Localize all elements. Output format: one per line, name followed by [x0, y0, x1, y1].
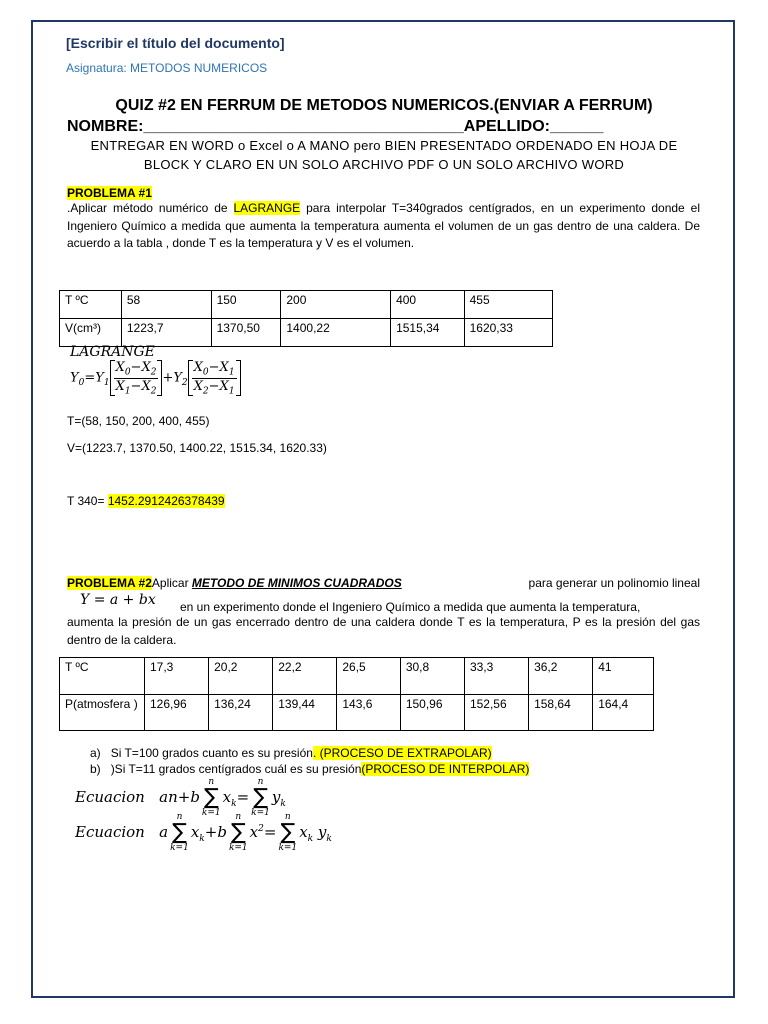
t-values: T=(58, 150, 200, 400, 455) — [67, 414, 210, 428]
table-cell: 20,2 — [209, 658, 273, 695]
table-cell: 455 — [464, 291, 552, 319]
table-cell: 1400,22 — [281, 319, 391, 347]
table-cell: 150,96 — [400, 694, 464, 731]
table-cell: 200 — [281, 291, 391, 319]
equation-1: Ecuacion an+b n ∑ k=1 $x_k=$ n ∑ k=1 $y_k$ — [75, 777, 286, 818]
table-cell: 33,3 — [464, 658, 528, 695]
lagrange-label: LAGRANGE — [70, 344, 155, 360]
table-cell: 152,56 — [464, 694, 528, 731]
table-row — [60, 658, 654, 695]
lagrange-formula: $Y_0=Y_1$ $\frac{X_0-X_2}{X_1-X_2}$ $+Y_2$ $\frac{X_0-X_1}{X_2-X_1}$ — [70, 360, 241, 396]
v-values: V=(1223.7, 1370.50, 1400.22, 1515.34, 1620.33) — [67, 441, 327, 455]
table-cell: 36,2 — [529, 658, 593, 695]
table-cell: 1515,34 — [391, 319, 465, 347]
table-cell: 58 — [121, 291, 211, 319]
table-cell: 30,8 — [400, 658, 464, 695]
table-cell: V(cm³) — [60, 319, 122, 347]
table-cell: 139,44 — [273, 694, 337, 731]
table-cell: 126,96 — [145, 694, 209, 731]
table-cell: 26,5 — [337, 658, 400, 695]
table-cell: 150 — [211, 291, 281, 319]
table-row — [60, 319, 553, 347]
table-cell: 400 — [391, 291, 465, 319]
table-row — [60, 694, 654, 731]
problem2-statement-line3: aumenta la presión de un gas encerrado dentro de una caldera donde T es la temperatura, P es la presión del gas dentro de la caldera. — [67, 615, 700, 647]
equation-2: Ecuacion a n ∑ k=1 $x_k+b$ n ∑ k=1 $x^2=$ n ∑ k=1 $x_k$ $y_k$ — [75, 812, 332, 853]
item-a: a) Si T=100 grados cuanto es su presión. (PROCESO DE EXTRAPOLAR) — [90, 746, 492, 760]
table-row — [60, 291, 553, 319]
table-cell: 136,24 — [209, 694, 273, 731]
result: T 340= 1452.2912426378439 — [67, 494, 225, 508]
problem1-table — [59, 290, 553, 347]
problem1-label: PROBLEMA #1 — [67, 186, 152, 200]
linear-polynomial-formula: Y = a + bx — [80, 592, 156, 608]
table-cell: 41 — [593, 658, 654, 695]
table-cell: 143,6 — [337, 694, 400, 731]
table-cell: 1620,33 — [464, 319, 552, 347]
table-cell: T ºC — [60, 658, 145, 695]
problem2-statement-line1: PROBLEMA #2Aplicar METODO DE MINIMOS CUADRADOS para generar un polinomio lineal — [67, 576, 700, 590]
problem2-statement-line2: en un experimento donde el Ingeniero Químico a medida que aumenta la temperatura, — [180, 600, 641, 614]
item-b: b) )Si T=11 grados centígrados cuál es su presión(PROCESO DE INTERPOLAR) — [90, 762, 530, 776]
table-cell: 22,2 — [273, 658, 337, 695]
name-line: NOMBRE:____________________________________APELLIDO:______ — [67, 118, 604, 135]
table-cell: 17,3 — [145, 658, 209, 695]
table-cell: 164,4 — [593, 694, 654, 731]
problem2-table — [59, 657, 654, 731]
table-cell: 158,64 — [529, 694, 593, 731]
document-title[interactable]: [Escribir el título del documento] — [66, 35, 285, 51]
table-cell: P(atmosfera ) — [60, 694, 145, 731]
table-cell: T ºC — [60, 291, 122, 319]
instructions: ENTREGAR EN WORD o Excel o A MANO pero BIEN PRESENTADO ORDENADO EN HOJA DE BLOCK Y CLARO EN UN SOLO ARCHIVO PDF O UN SOLO ARCHIVO WORD — [90, 138, 678, 172]
problem1-statement: .Aplicar método numérico de LAGRANGE para interpolar T=340grados centígrados, en un experimento donde el Ingeniero Químico a medida que aumenta la temperatura aumenta el volumen de un gas dentro de una caldera. De acuerdo a la tabla , donde T es la temperatura y V es el volumen. — [67, 201, 700, 250]
table-cell: 1370,50 — [211, 319, 281, 347]
table-cell: 1223,7 — [121, 319, 211, 347]
subject-line: Asignatura: METODOS NUMERICOS — [66, 61, 268, 75]
quiz-title: QUIZ #2 EN FERRUM DE METODOS NUMERICOS.(ENVIAR A FERRUM) — [115, 97, 653, 114]
